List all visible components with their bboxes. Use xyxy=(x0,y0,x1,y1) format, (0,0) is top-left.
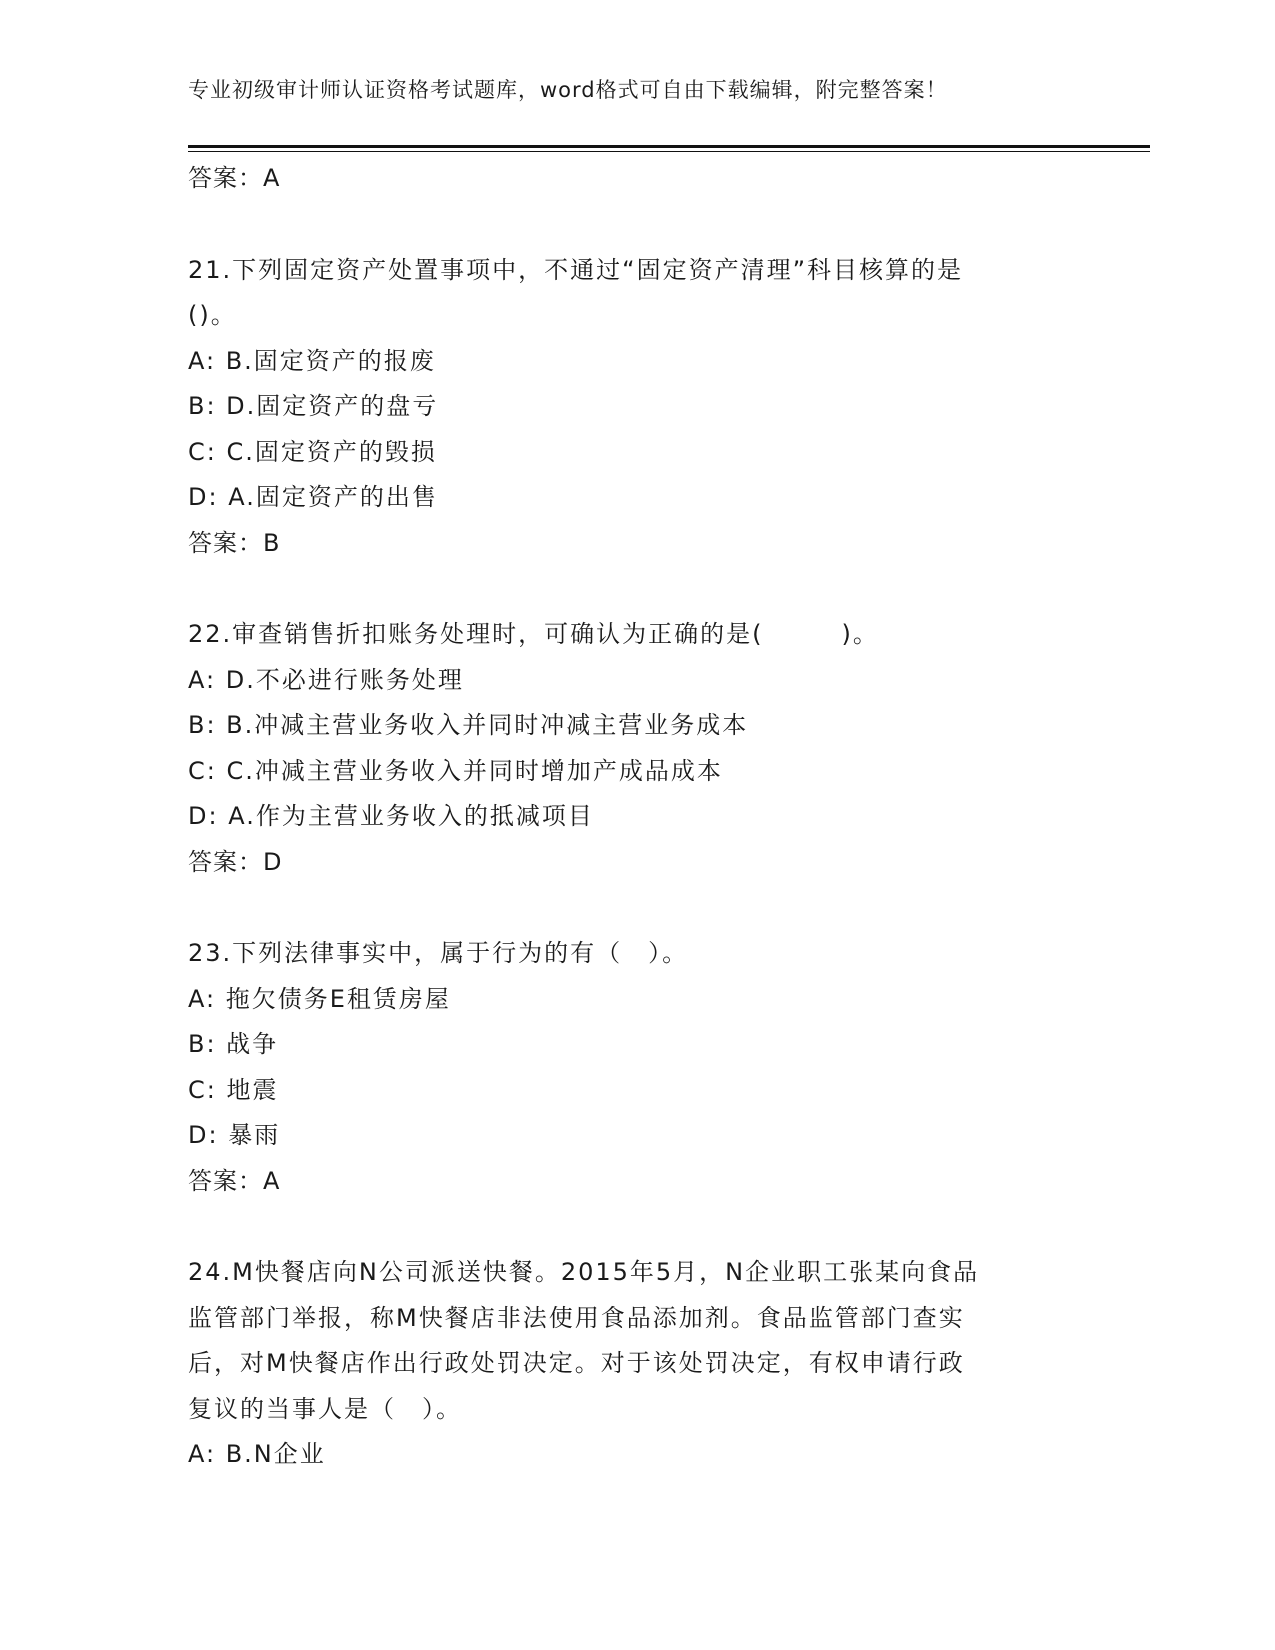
header-rule-thick xyxy=(188,145,1150,148)
answer-line: 答案：B xyxy=(188,528,281,557)
option-a: A: B.N企业 xyxy=(188,1440,326,1468)
option-a: A: B.固定资产的报废 xyxy=(188,346,436,375)
option-d: D: A.固定资产的出售 xyxy=(188,483,438,511)
option-a: A: D.不必进行账务处理 xyxy=(188,665,464,694)
option-d: D: 暴雨 xyxy=(188,1121,281,1149)
question-24 xyxy=(188,1250,1088,1478)
option-b: B: 战争 xyxy=(188,1030,279,1058)
document-body xyxy=(188,156,1088,1478)
option-c: C: 地震 xyxy=(188,1075,279,1104)
question-23 xyxy=(188,931,1088,1204)
option-c: C: C.固定资产的毁损 xyxy=(188,437,437,466)
option-d: D: A.作为主营业务收入的抵减项目 xyxy=(188,802,594,830)
question-stem-line: 23.下列法律事实中，属于行为的有（ ）。 xyxy=(188,939,689,967)
question-stem-line: 21.下列固定资产处置事项中，不通过“固定资产清理”科目核算的是 xyxy=(188,255,964,284)
question-stem-line: 监管部门举报，称M快餐店非法使用食品添加剂。食品监管部门查实 xyxy=(188,1303,965,1332)
option-a: A: 拖欠债务E租赁房屋 xyxy=(188,984,451,1013)
previous-answer: 答案：A xyxy=(188,164,281,192)
question-stem-line: 24.M快餐店向N公司派送快餐。2015年5月，N企业职工张某向食品 xyxy=(188,1258,980,1286)
question-stem-line: 复议的当事人是（ ）。 xyxy=(188,1394,462,1423)
question-stem-line: 后，对M快餐店作出行政处罚决定。对于该处罚决定，有权申请行政 xyxy=(188,1349,965,1377)
option-b: B: D.固定资产的盘亏 xyxy=(188,392,439,420)
option-b: B: B.冲减主营业务收入并同时冲减主营业务成本 xyxy=(188,711,749,739)
question-stem-line: ()。 xyxy=(188,301,237,329)
question-22 xyxy=(188,612,1088,885)
option-c: C: C.冲减主营业务收入并同时增加产成品成本 xyxy=(188,756,723,785)
answer-line: 答案：A xyxy=(188,1166,281,1195)
question-stem-line: 22.审查销售折扣账务处理时，可确认为正确的是( )。 xyxy=(188,620,879,648)
question-21 xyxy=(188,248,1088,567)
answer-line: 答案：D xyxy=(188,847,283,876)
header-rule-thin xyxy=(188,151,1150,152)
header-note: 专业初级审计师认证资格考试题库，word格式可自由下载编辑，附完整答案！ xyxy=(188,78,948,102)
